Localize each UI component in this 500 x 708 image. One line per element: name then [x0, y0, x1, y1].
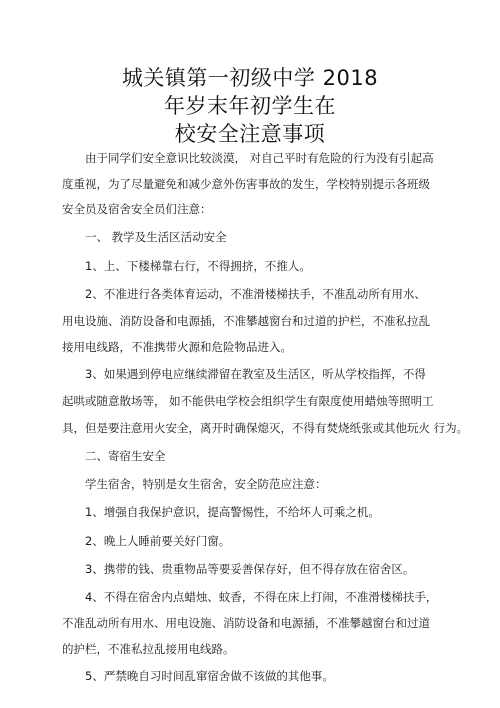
section1-item-3-line-2: 起哄或随意散场等， 如不能供电学校会组织学生有限度使用蜡烛等照明工 — [62, 394, 434, 408]
section2-item-3: 3、携带的钱、贵重物品等要妥善保存好，但不得存放在宿舍区。 — [85, 562, 415, 576]
intro-line-1: 由于同学们安全意识比较淡漠， 对自己平时有危险的行为没有引起高 — [85, 151, 434, 165]
intro-line-3: 安全员及宿舍安全员们注意： — [62, 202, 212, 216]
intro-line-2: 度重视，为了尽量避免和减少意外伤害事故的发生，学校特别提示各班级 — [62, 177, 430, 191]
section1-item-1: 1、上、下楼梯靠右行，不得拥挤，不推人。 — [85, 259, 311, 273]
section2-item-4-line-3: 的护栏，不准私拉乱接用电线路。 — [62, 642, 235, 656]
section2-item-2: 2、晚上人睡前要关好门窗。 — [85, 534, 231, 548]
section2-intro: 学生宿舍，特别是女生宿舍，安全防范应注意： — [85, 477, 327, 491]
section2-item-1: 1、增强自我保护意识，提高警惕性，不给坏人可乘之机。 — [85, 505, 380, 519]
document-title-line-3: 校安全注意事项 — [174, 122, 326, 146]
section-heading-1: 一、 教学及生活区活动安全 — [85, 230, 227, 244]
section1-item-3-line-1: 3、如果遇到停电应继续滞留在教室及生活区，听从学校指挥，不得 — [85, 367, 426, 381]
section2-item-4-line-1: 4、不得在宿舍内点蜡烛、蚊香，不得在床上打闹，不准滑楼梯扶手， — [85, 590, 438, 604]
section-heading-2: 二、寄宿生安全 — [85, 449, 166, 463]
section2-item-5: 5、严禁晚自习时间乱窜宿舍做不该做的其他事。 — [85, 669, 334, 683]
section2-item-4-line-2: 不准乱动所有用水、用电设施、消防设备和电源插，不准攀越窗台和过道 — [62, 616, 430, 630]
section1-item-3-line-3: 具，但是要注意用火安全，离开时确保熄灭，不得有焚烧纸张或其他玩火 行为。 — [62, 421, 469, 435]
section1-item-2-line-2: 用电设施、消防设备和电源插，不准攀越窗台和过道的护栏，不准私拉乱 — [62, 314, 430, 328]
section1-item-2-line-3: 接用电线路，不准携带火源和危险物品进入。 — [62, 340, 292, 354]
document-title-line-1: 城关镇第一初级中学 2018 — [121, 66, 379, 90]
section1-item-2-line-1: 2、不准进行各类体育运动，不准滑楼梯扶手，不准乱动所有用水、 — [85, 287, 426, 301]
document-title-line-2: 年岁末年初学生在 — [164, 94, 336, 118]
